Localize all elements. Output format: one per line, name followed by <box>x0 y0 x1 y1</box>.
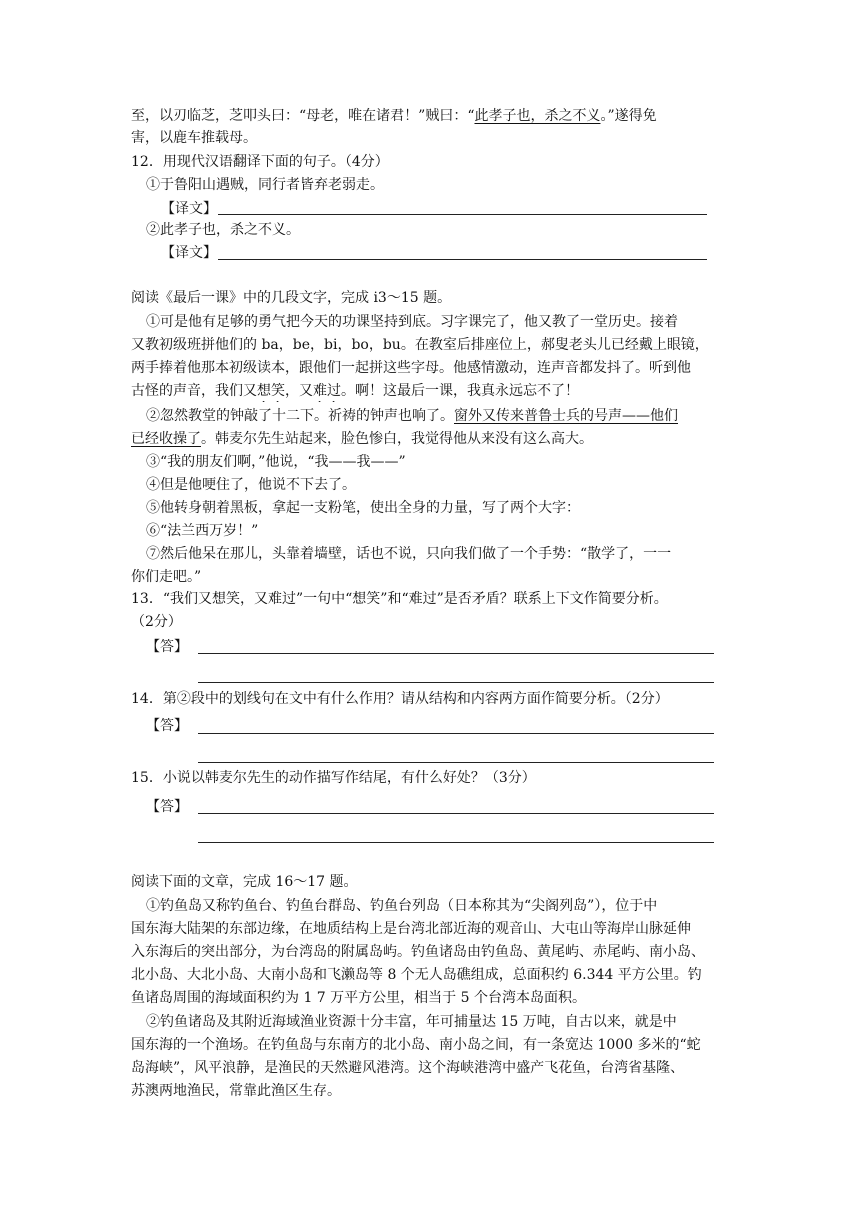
reading-intro: 阅读《最后一课》中的几段文字，完成 i3～15 题。 <box>131 290 452 306</box>
question-15-title: 15．小说以韩麦尔先生的动作描写作结尾，有什么好处？（3分） <box>131 770 536 786</box>
reading-intro: 阅读下面的文章，完成 16～17 题。 <box>131 874 358 890</box>
paragraph-line: ③“我的朋友们啊，”他说，“我——我——” <box>146 454 406 470</box>
paragraph-line: 苏澳两地渔民，常靠此渔区生存。 <box>131 1083 341 1099</box>
q12-sentence-2: ②此孝子也，杀之不义。 <box>146 222 300 238</box>
paragraph-line: 已经收操了。韩麦尔先生站起来，脸色惨白，我觉得他从来没有这么高大。 <box>131 431 593 447</box>
emphasis-xiangxiao: 想笑 <box>257 383 285 399</box>
paragraph-line: 两手捧着他那本初级读本，跟他们一起拼这些字母。他感情激动，连声音都发抖了。听到他 <box>131 360 691 376</box>
passage-line: 至，以刃临芝，芝叩头曰：“母老，唯在诸君！”贼曰：“此孝子也，杀之不义。”遂得免 <box>131 108 657 124</box>
answer-line[interactable] <box>198 653 714 654</box>
paragraph-line: 古怪的声音，我们又想笑，又难过。啊！这最后一课，我真永远忘不了！ <box>131 383 579 399</box>
paragraph-line: 又教初级班拼他们的 ba，be，bi，bo，bu。在教室后排座位上，郝叟老头儿已经戴上眼镜， <box>131 337 709 353</box>
paragraph-line: 鱼诸岛周围的海域面积约为 1 7 万平方公里，相当于 5 个台湾本岛面积。 <box>131 990 586 1006</box>
translation-answer-line-1[interactable] <box>218 214 707 215</box>
question-13-title: 13．“我们又想笑，又难过”一句中“想笑”和“难过”是否矛盾？联系上下文作简要分析。 <box>131 591 668 607</box>
answer-label: 【答】 <box>146 718 188 734</box>
paragraph-line: ②钓鱼诸岛及其附近海域渔业资源十分丰富，年可捕量达 15 万吨，自古以来，就是中 <box>146 1014 677 1030</box>
q12-sentence-1: ①于鲁阳山遇贼，同行者皆弃老弱走。 <box>146 177 384 193</box>
paragraph-line: ⑤他转身朝着黑板，拿起一支粉笔，使出全身的力量，写了两个大字： <box>146 500 580 516</box>
paragraph-line: ②忽然教堂的钟敲了十二下。祈祷的钟声也响了。窗外又传来普鲁士兵的号声——他们 <box>146 408 678 424</box>
underlined-sentence: 窗外又传来普鲁士兵的号声——他们 <box>454 408 678 424</box>
answer-line[interactable] <box>198 762 714 763</box>
answer-label: 【答】 <box>146 799 188 815</box>
translation-label: 【译文】 <box>161 201 217 217</box>
answer-line[interactable] <box>198 813 714 814</box>
paragraph-line: 北小岛、大北小岛、大南小岛和飞濑岛等 8 个无人岛礁组成，总面积约 6.344 平方公里。钓 <box>131 967 702 983</box>
paragraph-line: ④但是他哽住了，他说不下去了。 <box>146 477 356 493</box>
underlined-sentence: 已经收操了 <box>131 431 201 447</box>
answer-label: 【答】 <box>146 639 188 655</box>
paragraph-line: 你们走吧。” <box>131 569 202 585</box>
paragraph-line: 国东海大陆架的东部边缘，在地质结构上是台湾北部近海的观音山、大屯山等海岸山脉延伸 <box>131 921 691 937</box>
paragraph-line: ⑦然后他呆在那儿，头靠着墙壁，话也不说，只向我们做了一个手势：“散学了，一一 <box>146 546 672 562</box>
paragraph-line: 国东海的一个渔场。在钓鱼岛与东南方的北小岛、南小岛之间，有一条宽达 1000 多米的“蛇 <box>131 1037 701 1053</box>
answer-line[interactable] <box>198 842 714 843</box>
paragraph-line: 岛海峡”，风平浪静，是渔民的天然避风港湾。这个海峡港湾中盛产飞花鱼，台湾省基隆、 <box>131 1060 685 1076</box>
question-14-title: 14．第②段中的划线句在文中有什么作用？请从结构和内容两方面作简要分析。（2分） <box>131 691 669 707</box>
answer-line[interactable] <box>198 733 714 734</box>
paragraph-line: ⑥“法兰西万岁！” <box>146 523 259 539</box>
paragraph-line: 入东海后的突出部分，为台湾岛的附属岛屿。钓鱼诸岛由钓鱼岛、黄尾屿、赤尾屿、南小岛、 <box>131 944 705 960</box>
emphasis-nanguo: 难过 <box>313 383 341 399</box>
underlined-sentence: 此孝子也，杀之不义 <box>474 108 601 124</box>
question-12-title: 12．用现代汉语翻译下面的句子。（4分） <box>131 154 389 170</box>
translation-label: 【译文】 <box>161 245 217 261</box>
answer-line[interactable] <box>198 682 714 683</box>
paragraph-line: ①钓鱼岛又称钓鱼台、钓鱼台群岛、钓鱼台列岛（日本称其为“尖阁列岛”），位于中 <box>146 898 658 914</box>
paragraph-line: ①可是他有足够的勇气把今天的功课坚持到底。习字课完了，他又教了一堂历史。接着 <box>146 314 678 330</box>
question-13-score: （2分） <box>131 614 182 630</box>
translation-answer-line-2[interactable] <box>218 259 707 260</box>
passage-line: 害，以鹿车推载母。 <box>131 130 257 146</box>
